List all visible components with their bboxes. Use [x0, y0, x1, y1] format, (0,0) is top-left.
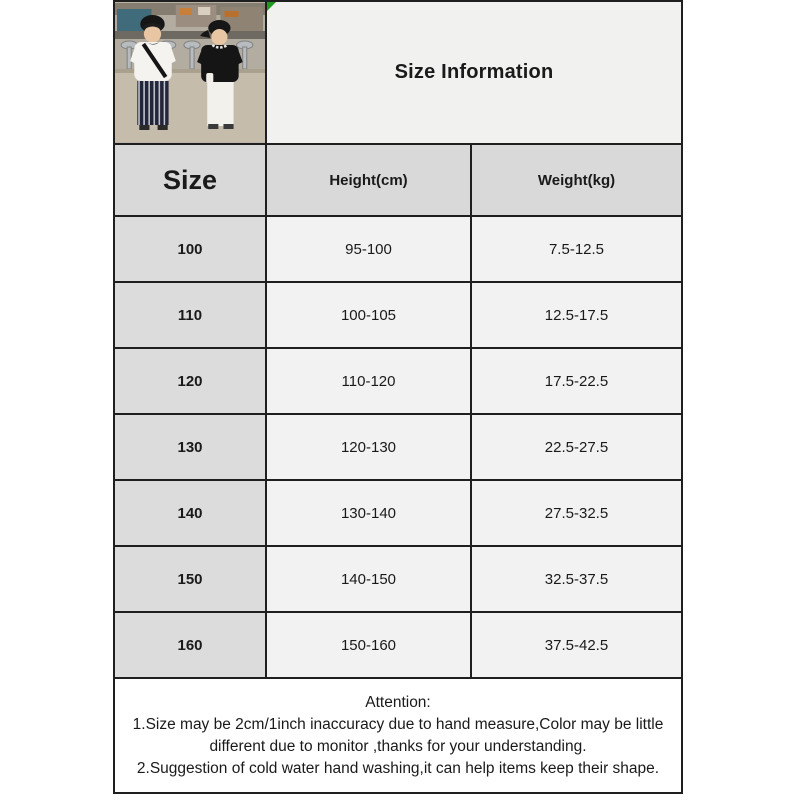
size-value: 140: [114, 480, 266, 546]
table-row: [114, 348, 682, 414]
weight-value: 32.5-37.5: [471, 546, 682, 612]
size-value: 150: [114, 546, 266, 612]
size-value: 130: [114, 414, 266, 480]
height-value: 140-150: [266, 546, 471, 612]
size-value: 160: [114, 612, 266, 678]
attention-label: Attention:: [365, 693, 431, 711]
weight-value: 37.5-42.5: [471, 612, 682, 678]
header-size: Size: [114, 144, 266, 216]
weight-value: 17.5-22.5: [471, 348, 682, 414]
table-row: [114, 480, 682, 546]
product-photo: [114, 1, 266, 144]
height-value: 100-105: [266, 282, 471, 348]
table-row: [114, 612, 682, 678]
kids-photo-illustration: [115, 3, 265, 142]
table-row: [114, 546, 682, 612]
table-header-row: [114, 144, 682, 216]
attention-box: [114, 678, 682, 793]
header-height: Height(cm): [266, 144, 471, 216]
table-row: [114, 282, 682, 348]
sheet-title: Size Information: [394, 61, 554, 83]
sheet-title-cell: [266, 1, 682, 144]
height-value: 95-100: [266, 216, 471, 282]
height-value: 150-160: [266, 612, 471, 678]
attention-row: [114, 678, 682, 793]
table-row: [114, 414, 682, 480]
height-value: 120-130: [266, 414, 471, 480]
size-value: 110: [114, 282, 266, 348]
header-weight: Weight(kg): [471, 144, 682, 216]
weight-value: 7.5-12.5: [471, 216, 682, 282]
table-row: [114, 216, 682, 282]
size-value: 100: [114, 216, 266, 282]
height-value: 130-140: [266, 480, 471, 546]
height-value: 110-120: [266, 348, 471, 414]
attention-note-2: 2.Suggestion of cold water hand washing,it can help items keep their shape.: [136, 759, 660, 777]
attention-note-1: 1.Size may be 2cm/1inch inaccuracy due to hand measure,Color may be little different due to monitor ,thanks for your understanding.: [132, 715, 664, 755]
size-info-sheet: [113, 0, 681, 792]
weight-value: 22.5-27.5: [471, 414, 682, 480]
excel-corner-marker-icon: [267, 2, 276, 11]
size-value: 120: [114, 348, 266, 414]
size-table: [113, 0, 683, 794]
weight-value: 27.5-32.5: [471, 480, 682, 546]
photo-title-row: [114, 1, 682, 144]
weight-value: 12.5-17.5: [471, 282, 682, 348]
